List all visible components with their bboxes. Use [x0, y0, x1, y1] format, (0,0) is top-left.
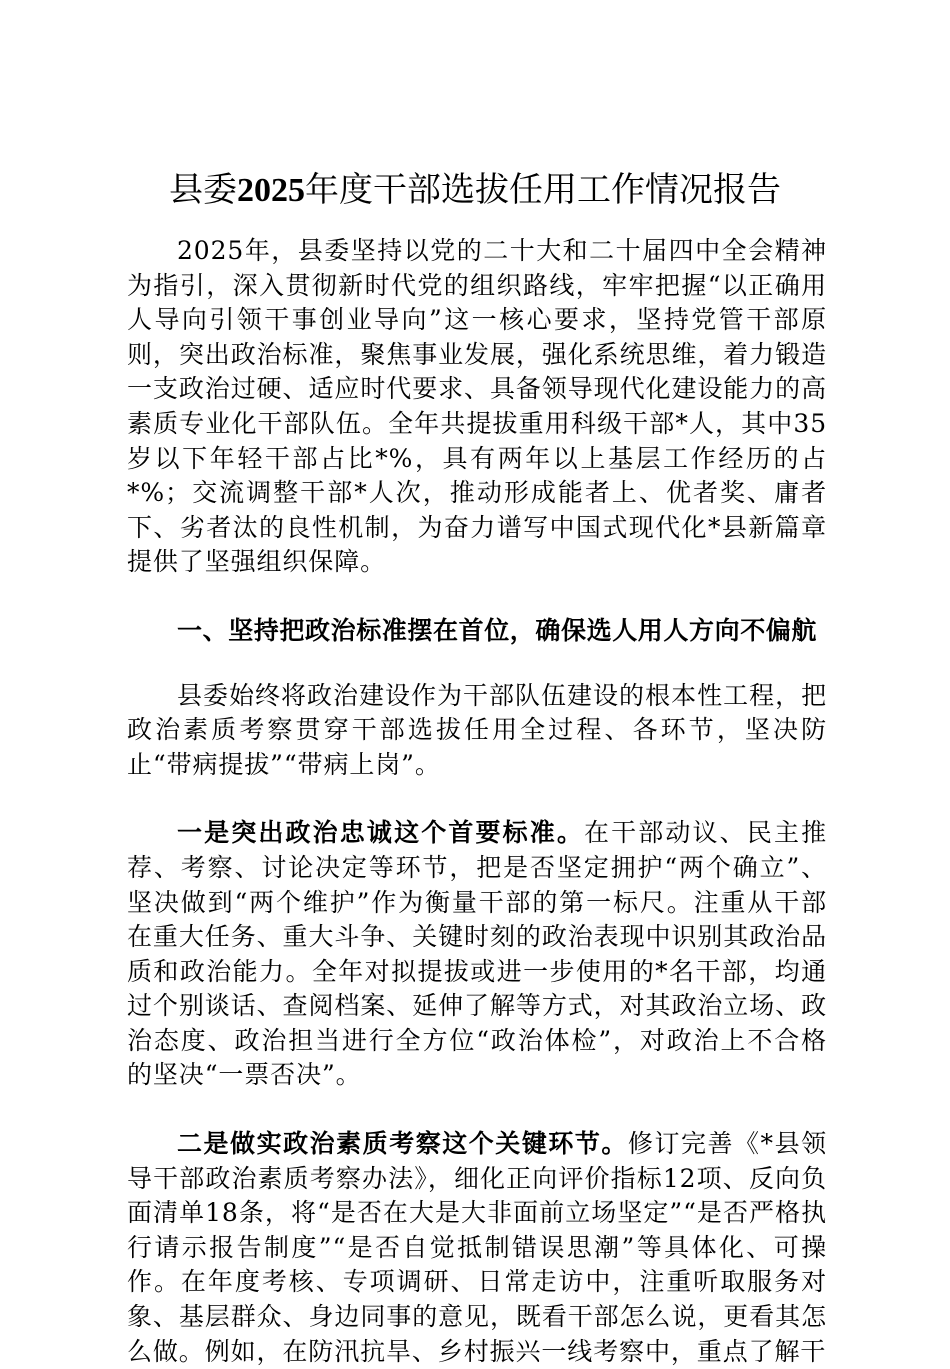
title-year: 2025 [237, 172, 305, 209]
document-title [0, 168, 950, 213]
point-2-lead: 二是做实政治素质考察这个关键环节。 [177, 1129, 628, 1159]
section-1-intro-paragraph: 县委始终将政治建设作为干部队伍建设的根本性工程，把政治素质考察贯穿干部选拔任用全过程、各环节，坚决防止“带病提拔”“带病上岗”。 [127, 680, 827, 779]
point-1-lead: 一是突出政治忠诚这个首要标准。 [177, 818, 585, 848]
point-1-text: 在干部动议、民主推荐、考察、讨论决定等环节，把是否坚定拥护“两个确立”、坚决做到“两个维护”作为衡量干部的第一标尺。注重从干部在重大任务、重大斗争、关键时刻的政治表现中识别其政治品质和政治能力。全年对拟提拔或进一步使用的*名干部，均通过个别谈话、查阅档案、延伸了解等方式，对其政治立场、政治态度、政治担当进行全方位“政治体检”，对政治上不合格的坚决“一票否决”。 [127, 818, 827, 1090]
title-suffix: 年度干部选拔任用工作情况报告 [305, 170, 781, 210]
point-2-text: 修订完善《*县领导干部政治素质考察办法》，细化正向评价指标12项、反向负面清单18条，将“是否在大是大非面前立场坚定”“是否严格执行请示报告制度”“是否自觉抵制错误思潮”等具体化、可操作。在年度考核、专项调研、日常走访中，注重听取服务对象、基层群众、身边同事的意见，既看干部怎么说，更看其怎么做。例如，在防汛抗旱、乡村振兴一线考察中，重点了解干 [127, 1129, 827, 1366]
intro-paragraph: 2025年，县委坚持以党的二十大和二十届四中全会精神为指引，深入贯彻新时代党的组织路线，牢牢把握“以正确用人导向引领干事创业导向”这一核心要求，坚持党管干部原则，突出政治标准，聚焦事业发展，强化系统思维，着力锻造一支政治过硬、适应时代要求、具备领导现代化建设能力的高素质专业化干部队伍。全年共提拔重用科级干部*人，其中35岁以下年轻干部占比*%，具有两年以上基层工作经历的占*%；交流调整干部*人次，推动形成能者上、优者奖、庸者下、劣者汰的良性机制，为奋力谱写中国式现代化*县新篇章提供了坚强组织保障。 [127, 236, 827, 577]
point-1-paragraph [127, 816, 827, 1093]
title-prefix: 县委 [169, 170, 237, 210]
point-2-paragraph [127, 1127, 827, 1369]
document-body [127, 234, 827, 1369]
section-1-heading: 一、坚持把政治标准摆在首位，确保选人用人方向不偏航 [177, 615, 818, 645]
